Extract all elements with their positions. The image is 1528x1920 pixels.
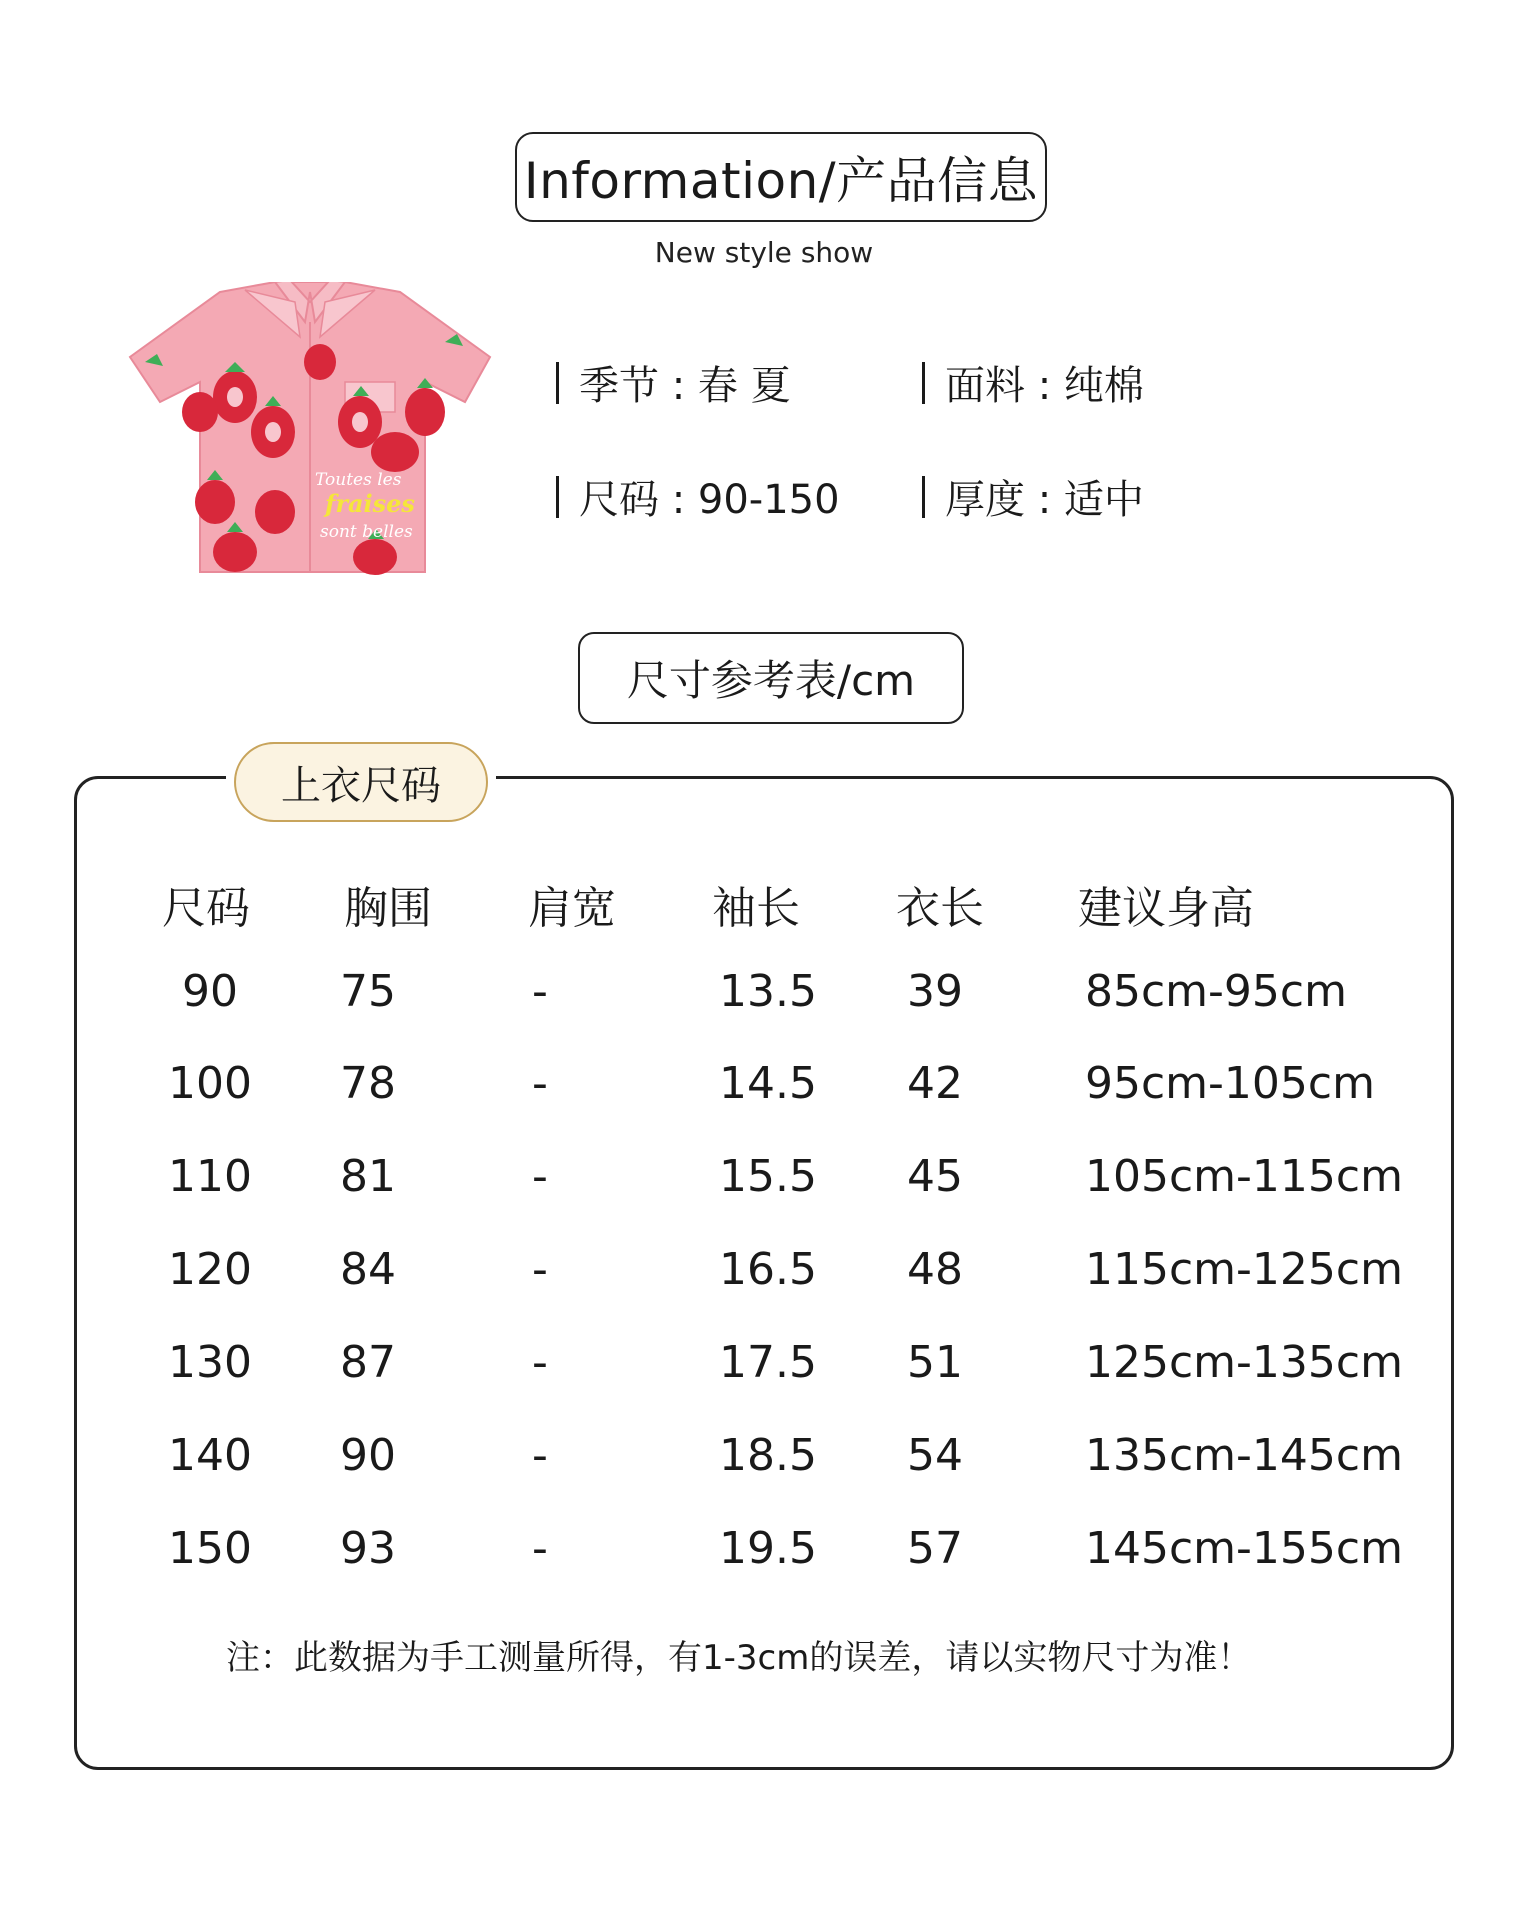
cell-height: 145cm-155cm (1085, 1523, 1403, 1574)
cell-length: 42 (907, 1058, 963, 1109)
info-season (556, 354, 791, 411)
cell-size: 110 (168, 1151, 252, 1202)
cell-chest: 81 (340, 1151, 396, 1202)
info-thickness-label: 厚度 : 适中 (945, 477, 1144, 523)
cell-size: 130 (168, 1337, 252, 1388)
table-tag (234, 742, 488, 822)
header-shoulder: 肩宽 (528, 883, 616, 934)
shirt-print-line-2: fraises (325, 489, 415, 518)
divider-bar (556, 476, 559, 518)
cell-shoulder: - (532, 1151, 548, 1202)
table-note: 注：此数据为手工测量所得，有1-3cm的误差，请以实物尺寸为准！ (226, 1638, 1252, 1678)
divider-bar (922, 362, 925, 404)
product-shirt-image (125, 282, 495, 582)
cell-length: 48 (907, 1244, 963, 1295)
cell-shoulder: - (532, 1244, 548, 1295)
cell-size: 120 (168, 1244, 252, 1295)
cell-height: 105cm-115cm (1085, 1151, 1403, 1202)
shirt-print-line-3: sont belles (320, 522, 413, 542)
cell-size: 100 (168, 1058, 252, 1109)
page-title-box (515, 132, 1047, 222)
cell-chest: 93 (340, 1523, 396, 1574)
cell-height: 135cm-145cm (1085, 1430, 1403, 1481)
cell-chest: 75 (340, 966, 396, 1017)
info-thickness (922, 468, 1144, 525)
page-title: Information/产品信息 (523, 152, 1039, 210)
cell-height: 95cm-105cm (1085, 1058, 1375, 1109)
table-tag-label: 上衣尺码 (281, 762, 441, 809)
info-fabric (922, 354, 1144, 411)
header-size: 尺码 (162, 883, 250, 934)
cell-height: 115cm-125cm (1085, 1244, 1403, 1295)
cell-length: 45 (907, 1151, 963, 1202)
cell-shoulder: - (532, 966, 548, 1017)
shirt-print-line-1: Toutes les (315, 470, 402, 490)
cell-height: 125cm-135cm (1085, 1337, 1403, 1388)
cell-shoulder: - (532, 1337, 548, 1388)
cell-sleeve: 19.5 (719, 1523, 817, 1574)
cell-shoulder: - (532, 1430, 548, 1481)
cell-sleeve: 18.5 (719, 1430, 817, 1481)
size-chart-title-box (578, 632, 964, 724)
cell-shoulder: - (532, 1523, 548, 1574)
cell-chest: 84 (340, 1244, 396, 1295)
cell-sleeve: 15.5 (719, 1151, 817, 1202)
page-subtitle: New style show (654, 236, 874, 269)
header-chest: 胸围 (344, 883, 432, 934)
cell-length: 57 (907, 1523, 963, 1574)
cell-sleeve: 13.5 (719, 966, 817, 1017)
cell-height: 85cm-95cm (1085, 966, 1347, 1017)
cell-size: 150 (168, 1523, 252, 1574)
divider-bar (556, 362, 559, 404)
cell-length: 39 (907, 966, 963, 1017)
size-chart-title: 尺寸参考表/cm (626, 656, 916, 705)
header-length: 衣长 (896, 883, 984, 934)
cell-size: 140 (168, 1430, 252, 1481)
info-season-label: 季节 : 春 夏 (579, 363, 791, 409)
cell-sleeve: 16.5 (719, 1244, 817, 1295)
cell-shoulder: - (532, 1058, 548, 1109)
divider-bar (922, 476, 925, 518)
cell-size: 90 (182, 966, 238, 1017)
cell-chest: 78 (340, 1058, 396, 1109)
cell-chest: 87 (340, 1337, 396, 1388)
cell-sleeve: 17.5 (719, 1337, 817, 1388)
cell-length: 54 (907, 1430, 963, 1481)
cell-chest: 90 (340, 1430, 396, 1481)
header-height: 建议身高 (1078, 883, 1254, 934)
header-sleeve: 袖长 (712, 883, 800, 934)
info-fabric-label: 面料 : 纯棉 (945, 363, 1144, 409)
info-size-label: 尺码 : 90-150 (579, 477, 840, 523)
cell-length: 51 (907, 1337, 963, 1388)
cell-sleeve: 14.5 (719, 1058, 817, 1109)
info-size (556, 468, 840, 525)
